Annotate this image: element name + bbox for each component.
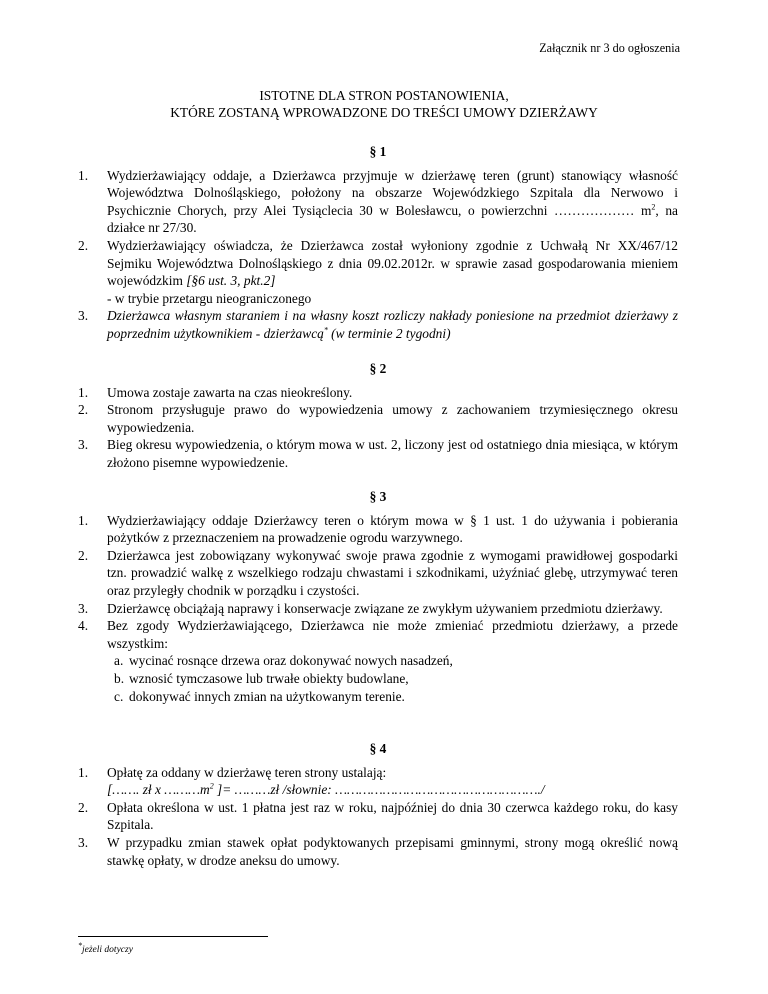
legal-reference: [§6 ust. 3, pkt.2] [186,273,276,289]
superscript: 2 [651,202,656,212]
section-heading: § 2 [369,361,387,376]
sub-item-text: dokonywać innych zmian na użytkowanym terenie. [129,688,405,704]
item-text: Stronom przysługuje prawo do wypowiedzenia umowy z zachowaniem trzymiesięcznego okresu wypowiedzenia. [107,402,678,435]
list-item [78,237,678,307]
footnote-text: jeżeli dotyczy [82,945,133,955]
item-text: Wydzierżawiający oświadcza, że Dzierżawca został wyłoniony zgodnie z Uchwałą Nr XX/467/12 Sejmiku Województwa Dolnośląskiego z dnia 09.02.2012r. w sprawie zasad gospodarowania mieniem wojewódzkim [107,237,678,289]
item-text: W przypadku zmian stawek opłat podyktowanych przepisami gminnymi, strony mogą określić nową stawkę opłaty, w drodze aneksu do umowy. [107,834,678,868]
list-item [78,307,678,342]
section-heading: § 1 [369,144,387,159]
item-number: 2. [78,402,89,418]
section-2 [78,360,678,472]
item-number: 1. [78,512,89,528]
sub-item-text: wznosić tymczasowe lub trwałe obiekty budowlane, [129,670,409,686]
superscript: 2 [209,781,214,791]
list-item [78,799,678,834]
list-item [78,617,678,705]
item-number: 1. [78,384,89,400]
section-1 [78,143,678,343]
section-heading: § 3 [369,489,387,504]
item-text-tail: (w terminie 2 tygodni) [327,325,451,341]
item-number: 1. [78,167,89,183]
item-text: Dzierżawca własnym staraniem i na własny koszt rozliczy nakłady poniesione na przedmiot dzierżawy z poprzednim użytkownikiem - dzierżawcą [107,308,678,341]
item-number: 3. [78,834,89,850]
item-text: Dzierżawcę obciążają naprawy i konserwacje związane ze zwykłym używaniem przedmiotu dzierżawy. [107,600,663,616]
item-number: 3. [78,308,89,324]
sub-item-text: wycinać rosnące drzewa oraz dokonywać nowych nasadzeń, [129,653,453,669]
item-text: Wydzierżawiający oddaje Dzierżawcy teren o którym mowa w § 1 ust. 1 do używania i pobierania pożytków z przeznaczeniem na prowadzenie ogrodu warzywnego. [107,512,678,546]
fee-formula [107,782,545,797]
sub-item-letter: b. [114,670,125,686]
list-item [78,600,678,618]
sub-item-letter: c. [114,688,124,704]
title-line-1: ISTOTNE DLA STRON POSTANOWIENIA, [259,88,509,103]
sub-list [107,652,678,705]
list-item [78,547,678,600]
section-4 [78,740,678,869]
title-line-2: KTÓRE ZOSTANĄ WPROWADZONE DO TREŚCI UMOWY DZIERŻAWY [170,105,598,121]
footnote-mark: * [323,325,328,335]
item-number: 2. [78,547,89,563]
document-title [0,87,768,121]
item-number: 2. [78,237,89,253]
list-item [78,764,678,799]
section-3 [78,488,678,705]
fee-formula-part: ]= ………zł /słownie: ……………………………………………./ [213,782,545,798]
list-item [78,834,678,869]
item-text: Dzierżawca jest zobowiązany wykonywać swoje prawa zgodnie z wymogami prawidłowej gospodarki tzn. prowadzić walkę z wszelkiego rodzaju chwastami i szkodnikami, użyźniać glebę, utrzymywać teren oraz przyległy chodnik w porządku i czystości. [107,547,678,598]
sub-item-letter: a. [114,653,124,669]
section-heading: § 4 [369,741,387,756]
item-number: 4. [78,618,89,634]
sub-item [107,688,678,706]
item-number: 3. [78,437,89,453]
list-item [78,384,678,402]
item-text: Bez zgody Wydzierżawiającego, Dzierżawca nie może zmieniać przedmiotu dzierżawy, a przede wszystkim: [107,618,678,651]
item-text: Opłata określona w ust. 1 płatna jest raz w roku, najpóźniej do dnia 30 czerwca każdego roku, do kasy Szpitala. [107,799,678,833]
item-text: Wydzierżawiający oddaje, a Dzierżawca przyjmuje w dzierżawę teren (grunt) stanowiący własność Województwa Dolnośląskiego, położony na obszarze Wojewódzkiego Szpitala dla Nerwowo i Psychicznie Chorych, przy Alei Tysiąclecia 30 w Bolesławcu, o powierzchni ……………… m [107,167,678,218]
item-text-tail: , na działce nr 27/30. [107,202,678,236]
sub-item [107,670,678,688]
annex-label: Załącznik nr 3 do ogłoszenia [539,41,680,55]
footnote [78,942,133,960]
footnote-divider [78,936,268,937]
sub-item [107,652,678,670]
item-number: 3. [78,600,89,616]
list-item [78,167,678,237]
item-text: Opłatę za oddany w dzierżawę teren strony ustalają: [107,764,387,780]
list-item [78,401,678,436]
footnote-mark: * [78,940,82,950]
item-text-line2: - w trybie przetargu nieograniczonego [107,290,312,306]
item-text: Bieg okresu wypowiedzenia, o którym mowa w ust. 2, liczony jest od ostatniego dnia miesiąca, w którym złożono pisemne wypowiedzenie. [107,437,678,470]
fee-formula-part: [……. zł x ………m [107,782,210,798]
list-item [78,512,678,547]
item-number: 1. [78,764,89,780]
item-text: Umowa zostaje zawarta na czas nieokreślony. [107,384,353,400]
item-number: 2. [78,799,89,815]
list-item [78,436,678,471]
